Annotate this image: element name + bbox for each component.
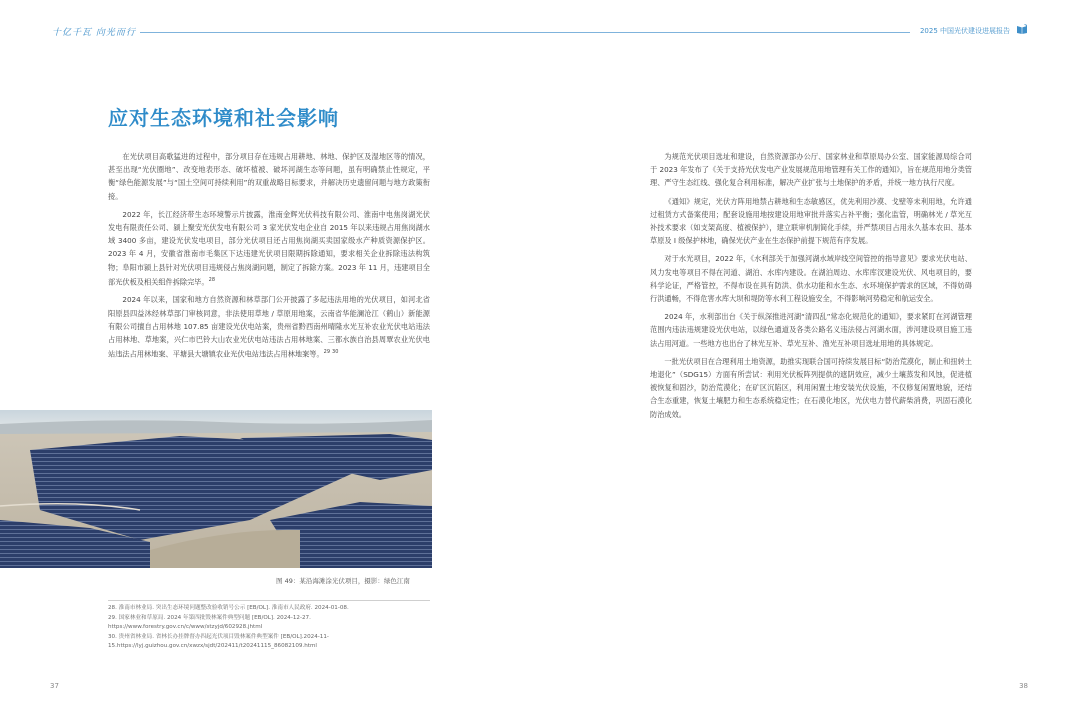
footnote-ref[interactable]: 29 [323, 349, 331, 356]
book-icon [1016, 24, 1028, 34]
header-divider-left [140, 32, 910, 33]
page-number-right: 38 [1019, 682, 1028, 690]
footnotes [108, 604, 430, 652]
paragraph: 在光伏项目高歌猛进的过程中，部分项目存在违规占用耕地、林地、保护区及湿地区等的情况，甚至出现“光伏圈地”、改变地表形态、破坏植被、破坏河湖生态等问题，虽有明确禁止性规定，平衡“绿色能源发展”与“国土空间可持续利用”的双重战略目标要求，并解决历史遗留问题与地方政策衔接。 [108, 152, 430, 201]
solar-farm-photo [0, 410, 432, 568]
paragraph: 2022 年，长江经济带生态环境警示片披露，淮南金辉光伏科技有限公司、淮南中电焦岗湖光伏发电有限责任公司、颍上聚安光伏发电有限公司 3 家光伏发电企业自 2015 年以来违规占用焦岗湖水域 3400 多亩，建设光伏发电项目，部分光伏项目还占用焦岗湖买卖国家级水产种质资源保护区。2023 年 4 月，安徽省淮南市毛集区下达违建光伏项目限期拆除通知，要求相关企业拆除违法构筑物；阜阳市颍上县针对光伏项目违规侵占焦岗湖问题，制定了拆除方案。2023 年 11 月，违建项目全部光伏板及相关组件拆除完毕。$^{28}$ [108, 209, 430, 287]
footnote-divider [108, 600, 430, 601]
paragraph: 《通知》规定，光伏方阵用地禁占耕地和生态敏感区，优先利用沙漠、戈壁等未利用地，允许通过租赁方式备案使用；配套设施用地按建设用地审批并落实占补平衡；强化监管，明确林光 / 草光互补技术要求（如支架高度、植被保护），建立联审机制简化手续，并严禁项目占用永久基本农田、基本草原及 I 级保护林地，确保光伏产业在生态保护前提下规范有序发展。 [650, 196, 972, 246]
paragraph: 一批光伏项目在合理利用土地资源，助推实现联合国可持续发展目标“防治荒漠化，制止和扭转土地退化”（SDG15）方面有所尝试：利用光伏板阵列提供的遮阴效应，减少土壤蒸发和风蚀，促进植被恢复和固沙，防治荒漠化；在矿区沉陷区，利用闲置土地安装光伏设施，不仅修复闲置地貌，还结合生态重建，恢复土壤肥力和生态系统稳定性；在石漠化地区，光伏电力替代薪柴消费，巩固石漠化防治成效。 [650, 356, 972, 419]
footnote-ref[interactable]: 28 [208, 276, 216, 283]
figure-caption: 图 49：某沿海滩涂光伏项目，摄影：绿色江南 [276, 577, 410, 585]
header-slogan: 十亿千瓦 向光而行 [52, 28, 136, 38]
right-column [650, 150, 972, 426]
footnote: 28. 淮南市林业局. 突出生态环境问题整改验收销号公示 [EB/OL]. 淮南市人民政府. 2024-01-08. [108, 605, 349, 611]
left-column [108, 150, 430, 366]
paragraph: 对于水光项目，2022 年，《水利部关于加强河湖水域岸线空间管控的指导意见》要求光伏电站、风力发电等项目不得在河道、湖泊、水库内建设。在湖泊周边、水库库汊建设光伏、风电项目的，要科学论证，严格管控，不得布设在具有防洪、供水功能和水生态、水环境保护需求的区域，不得妨碍行洪通畅，不得危害水库大坝和堤防等水利工程设施安全，不得影响河势稳定和航运安全。 [650, 254, 972, 304]
footnote: 29. 国家林业和草原局. 2024 年第四批毁林案件典型问题 [EB/OL]. 2024-12-27. https://www.forestry.gov.cn/c/www/stzyjd/602928.jhtml [108, 614, 311, 631]
paragraph: 2024 年以来，国家和地方自然资源和林草部门公开披露了多起违法用地的光伏项目，如河北省阳原县四益沐经林草部门审核同意，非法使用草地 / 草原用地案，云南省华能澜沧江（鹤山）新能源有限公司擅自占用林地 107.85 亩建设光伏电站案，贵州省黔西南州晴隆水光互补农业光伏电站违法占用林地、草地案，兴仁市巴铃大山农业光伏电站违法占用林地案、三都水族自治县周覃农业光伏电站违法占用林地案、平塘县大塘镇农业光伏电站违法占用林地案等。$^{29}$ $^{30}$ [108, 295, 430, 359]
footnote-ref[interactable]: 30 [332, 349, 339, 356]
paragraph: 为规范光伏项目选址和建设，自然资源部办公厅、国家林业和草原局办公室、国家能源局综合司于 2023 年发布了《关于支持光伏发电产业发展规范用地管理有关工作的通知》，旨在规范用地分类管理、严守生态红线、强化复合利用标准，解决产业扩张与土地保护的矛盾，并统一地方执行尺度。 [650, 152, 972, 188]
paragraph: 2024 年，水利部出台《关于纵深推进河湖“清四乱”常态化规范化的通知》，要求紧盯在河湖管理范围内违法违规建设光伏电站，以绿色通道及各类公路名义违法侵占河湖水面，涉河建设项目施工违法占用河道。一些地方也出台了林光互补、草光互补、渔光互补项目选址用地的具体规定。 [650, 312, 972, 348]
footnote: 30. 贵州省林业局. 省林长办挂牌督办四起光伏项目毁林案件典型案件 [EB/OL].2024-11-15.https://lyj.guizhou.gov.cn/xwzx/sjdt/202411/t20241115_86082109.html [108, 633, 329, 650]
report-title: 2025 中国光伏建设进展报告 [919, 27, 1010, 35]
page-number-left: 37 [50, 682, 59, 690]
page-title: 应对生态环境和社会影响 [108, 106, 339, 130]
